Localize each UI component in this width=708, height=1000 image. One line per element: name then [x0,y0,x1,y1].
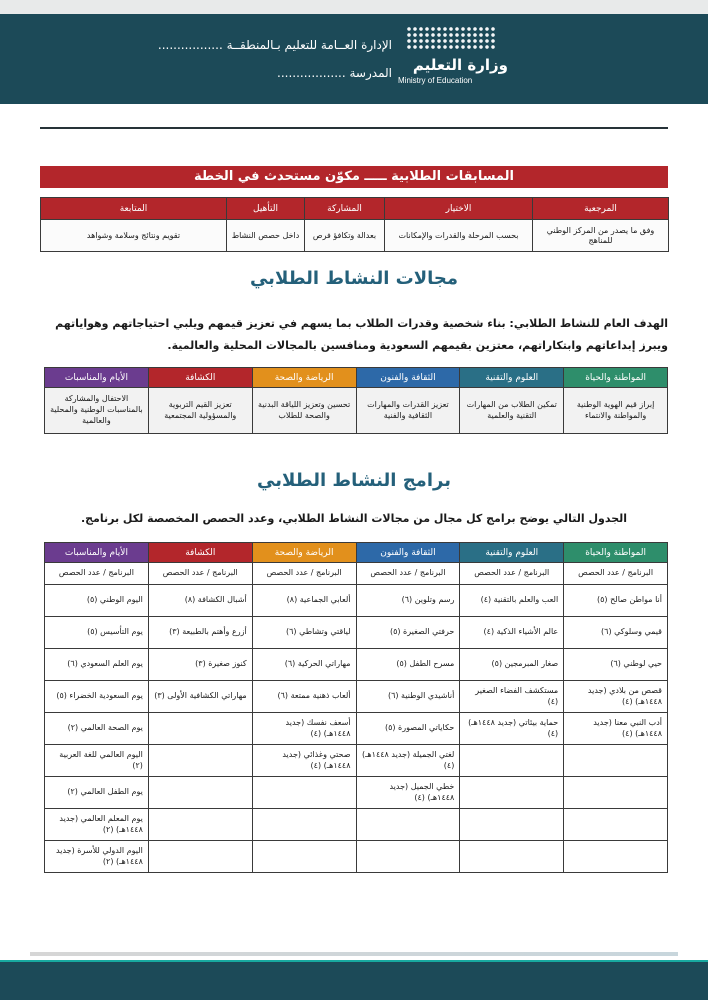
program-header-sports: الرياضة والصحة [252,543,356,563]
programs-title: برامج النشاط الطلابي [257,470,451,491]
program-cell [564,841,668,873]
program-cell: حيي لوطني (٦) [564,649,668,681]
program-cell: أدب النبي معنا (جديد ١٤٤٨هـ) (٤) [564,713,668,745]
program-cell: أناشيدي الوطنية (٦) [356,681,460,713]
logo-arabic-text: وزارة التعليم [412,56,508,74]
program-cell: صغار المبرمجين (٥) [460,649,564,681]
area-header-sports: الرياضة والصحة [252,368,356,388]
program-cell: اليوم العالمي للغة العربية (٢) [45,745,149,777]
program-cell: ألعاب ذهنية ممتعة (٦) [252,681,356,713]
programs-header-row [45,543,668,563]
program-cell: أشبال الكشافة (٨) [148,585,252,617]
program-row [45,809,668,841]
area-cell: إبراز قيم الهوية الوطنية والمواطنة والانتماء [564,388,668,434]
program-cell [460,745,564,777]
program-subheader-cell: البرنامج / عدد الحصص [460,563,564,585]
program-cell: أسعف نفسك (جديد ١٤٤٨هـ) (٤) [252,713,356,745]
programs-subheader-row [45,563,668,585]
program-header-scouting: الكشافة [148,543,252,563]
program-header-occasions: الأيام والمناسبات [45,543,149,563]
program-cell: حماية بيئاتي (جديد ١٤٤٨هـ) (٤) [460,713,564,745]
competitions-cell: تقويم ونتائج وسلامة وشواهد [41,220,227,252]
program-header-citizenship: المواطنة والحياة [564,543,668,563]
competitions-cell: وفق ما يصدر من المركز الوطني للمناهج [533,220,669,252]
competitions-header-cell: المرجعية [533,198,669,220]
program-cell: خطي الجميل (جديد ١٤٤٨هـ) (٤) [356,777,460,809]
area-header-citizenship: المواطنة والحياة [564,368,668,388]
competitions-cell: بحسب المرحلة والقدرات والإمكانات [385,220,533,252]
program-cell: صحتي وغذائي (جديد ١٤٤٨هـ) (٤) [252,745,356,777]
program-cell [564,777,668,809]
program-cell: حرفتي الصغيرة (٥) [356,617,460,649]
program-cell: يوم المعلم العالمي (جديد ١٤٤٨هـ) (٢) [45,809,149,841]
program-cell: ألعابي الجماعية (٨) [252,585,356,617]
competitions-header-cell: التأهيل [227,198,305,220]
program-subheader-cell: البرنامج / عدد الحصص [564,563,668,585]
competitions-cell: داخل حصص النشاط [227,220,305,252]
competitions-header-row [41,198,669,220]
page-header [0,0,708,104]
program-header-science: العلوم والتقنية [460,543,564,563]
program-cell: يوم الصحة العالمي (٢) [45,713,149,745]
header-top-strip [0,0,708,14]
header-divider [40,127,668,129]
program-cell: قيمي وسلوكي (٦) [564,617,668,649]
ministry-logo [398,26,508,90]
program-cell: يوم الطفل العالمي (٢) [45,777,149,809]
program-cell: مستكشف الفضاء الصغير (٤) [460,681,564,713]
areas-table [44,367,668,434]
program-row [45,841,668,873]
program-subheader-cell: البرنامج / عدد الحصص [356,563,460,585]
competitions-header-cell: الاختيار [385,198,533,220]
program-subheader-cell: البرنامج / عدد الحصص [148,563,252,585]
areas-header-row [45,368,668,388]
program-row [45,649,668,681]
logo-english-text: Ministry of Education [398,76,473,85]
program-cell [148,809,252,841]
program-cell [148,713,252,745]
school-line: المدرسة .................. [277,66,392,80]
program-cell [356,841,460,873]
program-cell: اليوم الدولي للأسرة (جديد ١٤٤٨هـ) (٢) [45,841,149,873]
page-footer [0,962,708,1000]
program-cell: يوم السعودية الخضراء (٥) [45,681,149,713]
program-cell [148,777,252,809]
program-cell [564,745,668,777]
program-header-culture: الثقافة والفنون [356,543,460,563]
programs-intro-text: الجدول التالي يوضح برامج كل مجال من مجالات النشاط الطلابي، وعدد الحصص المخصصة لكل برنامج. [80,512,628,525]
competitions-title: المسابقات الطلابية ـــــ مكوّن مستحدث في الخطة [40,166,668,188]
program-row [45,713,668,745]
program-row [45,617,668,649]
programs-table [44,542,668,873]
program-cell: مسرح الطفل (٥) [356,649,460,681]
competitions-table [40,197,669,252]
program-cell [252,841,356,873]
areas-title: مجالات النشاط الطلابي [249,268,459,289]
area-header-scouting: الكشافة [148,368,252,388]
program-cell [356,809,460,841]
program-cell: كنوز صغيرة (٣) [148,649,252,681]
program-cell [148,745,252,777]
program-cell [460,777,564,809]
area-cell: تحسين وتعزيز اللياقة البدنية والصحة للطلاب [252,388,356,434]
program-cell: مهاراتي الحركية (٦) [252,649,356,681]
program-cell [252,809,356,841]
area-cell: تعزيز القيم التربوية والمسؤولية المجتمعية [148,388,252,434]
areas-row [45,388,668,434]
area-header-occasions: الأيام والمناسبات [45,368,149,388]
program-cell: قصص من بلادي (جديد ١٤٤٨هـ) (٤) [564,681,668,713]
program-row [45,681,668,713]
program-subheader-cell: البرنامج / عدد الحصص [252,563,356,585]
ministry-logo-dots-icon [406,26,496,50]
program-cell: مهاراتي الكشافية الأولى (٣) [148,681,252,713]
competitions-header-cell: المتابعة [41,198,227,220]
program-cell: اليوم الوطني (٥) [45,585,149,617]
program-cell: يوم العلم السعودي (٦) [45,649,149,681]
program-cell [460,841,564,873]
program-cell: عالم الأشياء الذكية (٤) [460,617,564,649]
program-cell: أزرع وأهتم بالطبيعة (٣) [148,617,252,649]
program-cell [252,777,356,809]
program-cell [564,809,668,841]
area-header-culture: الثقافة والفنون [356,368,460,388]
program-row [45,777,668,809]
area-cell: تعزيز القدرات والمهارات الثقافية والفنية [356,388,460,434]
directorate-line: الإدارة العــامة للتعليم بـالمنطقــة ................. [157,38,392,52]
program-cell: لغتي الجميلة (جديد ١٤٤٨هـ) (٤) [356,745,460,777]
general-goal-text: الهدف العام للنشاط الطلابي: بناء شخصية وقدرات الطلاب بما يسهم في تعزيز قيمهم ويلبي احتياجاتهم وهواياتهم ويبرز إبداعاتهم وابتكاراتهم، معتزين بقيمهم السعودية ومنافسين بالمجالات المحلية والعالمية. [55,317,668,352]
program-cell: أنا مواطن صالح (٥) [564,585,668,617]
competitions-row [41,220,669,252]
program-row [45,745,668,777]
competitions-header-cell: المشاركة [305,198,385,220]
program-row [45,585,668,617]
competitions-cell: بعدالة وتكافؤ فرص [305,220,385,252]
program-cell: لياقتي وتشاطي (٦) [252,617,356,649]
program-cell: يوم التأسيس (٥) [45,617,149,649]
program-cell: رسم وتلوين (٦) [356,585,460,617]
program-cell: العب والعلم بالتقنية (٤) [460,585,564,617]
program-cell: حكاياتي المصورة (٥) [356,713,460,745]
area-cell: الاحتفال والمشاركة بالمناسبات الوطنية والمحلية والعالمية [45,388,149,434]
area-header-science: العلوم والتقنية [460,368,564,388]
program-cell [148,841,252,873]
program-subheader-cell: البرنامج / عدد الحصص [45,563,149,585]
area-cell: تمكين الطلاب من المهارات التقنية والعلمية [460,388,564,434]
program-cell [460,809,564,841]
footer-divider [30,952,678,956]
